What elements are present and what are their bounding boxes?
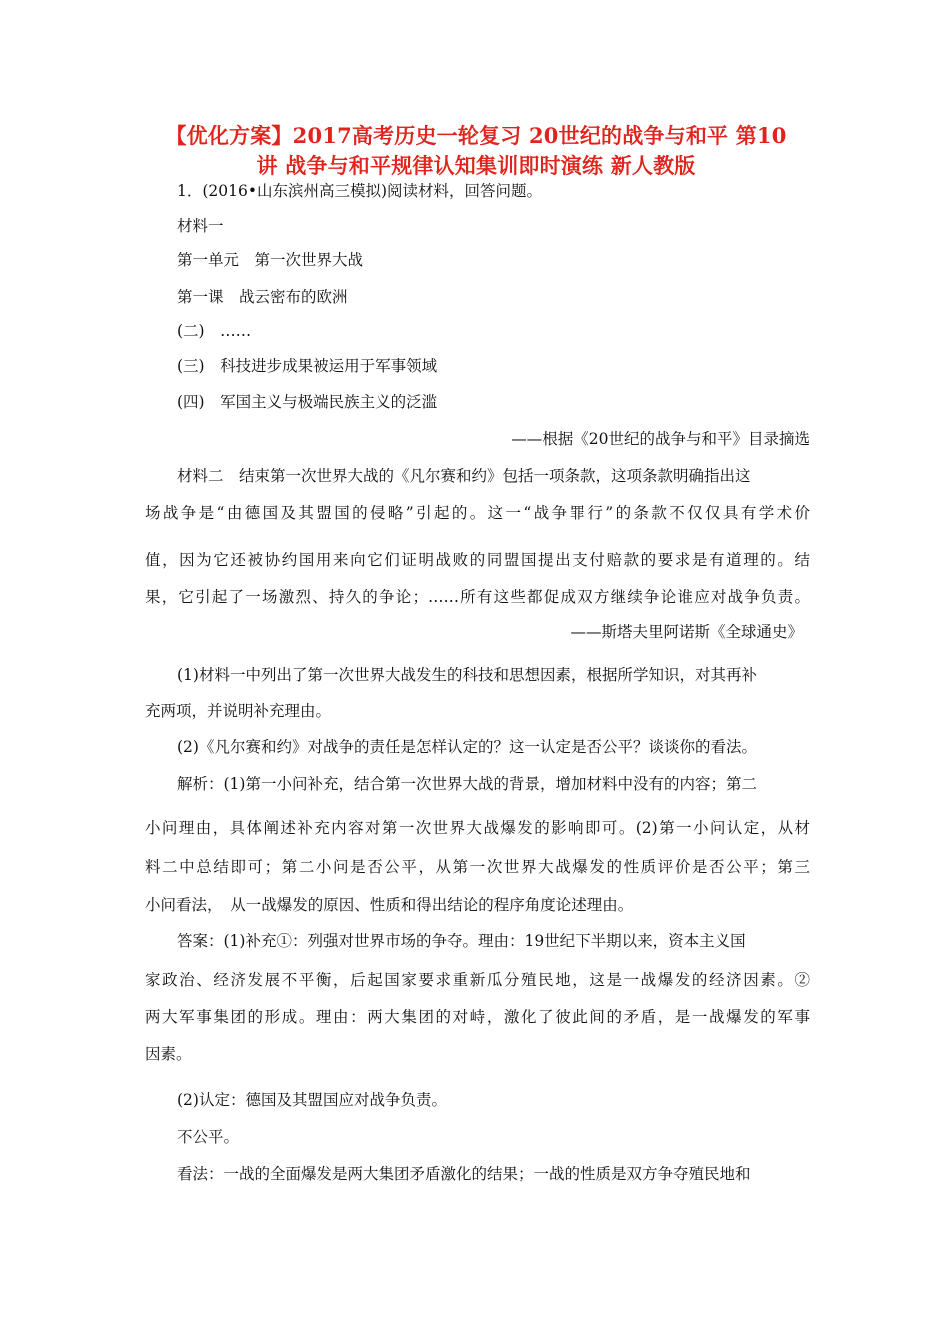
- material2-source: ——斯塔夫里阿诺斯《全球通史》: [570, 623, 803, 641]
- title-line-1: 【优化方案】2017高考历史一轮复习 20世纪的战争与和平 第10: [165, 123, 787, 148]
- title-line-2: 讲 战争与和平规律认知集训即时演练 新人教版: [256, 153, 696, 178]
- question-1: 充两项，并说明补充理由。: [145, 702, 332, 720]
- material1-item: 第一课 战云密布的欧洲: [177, 288, 348, 306]
- material2-line: 材料二 结束第一次世界大战的《凡尔赛和约》包括一项条款，这项条款明确指出这: [177, 467, 751, 485]
- material2-line: 值，因为它还被协约国用来向它们证明战败的同盟国提出支付赔款的要求是有道理的。结: [145, 551, 810, 569]
- answer-line: 因素。: [145, 1045, 192, 1063]
- material1-item: 第一单元 第一次世界大战: [177, 251, 364, 269]
- answer-line: 答案：(1)补充①：列强对世界市场的争夺。理由：19世纪下半期以来，资本主义国: [177, 932, 746, 950]
- question-1: (1)材料一中列出了第一次世界大战发生的科技和思想因素，根据所学知识，对其再补: [177, 666, 757, 684]
- document-title: [120, 121, 832, 181]
- material1-item: (三) 科技进步成果被运用于军事领域: [177, 357, 438, 375]
- material1-item: (四) 军国主义与极端民族主义的泛滥: [177, 393, 438, 411]
- analysis-line: 小问理由，具体阐述补充内容对第一次世界大战爆发的影响即可。(2)第一小问认定，从材: [145, 819, 810, 837]
- question-2: (2)《凡尔赛和约》对战争的责任是怎样认定的？这一认定是否公平？谈谈你的看法。: [177, 738, 757, 756]
- material2-line: 场战争是“由德国及其盟国的侵略”引起的。这一“战争罪行”的条款不仅仅具有学术价: [145, 504, 810, 522]
- answer-line: 不公平。: [177, 1128, 240, 1146]
- material1-item: (二) ……: [177, 322, 252, 340]
- answer-line: 家政治、经济发展不平衡，后起国家要求重新瓜分殖民地，这是一战爆发的经济因素。②: [145, 971, 810, 989]
- question-stem: 1．(2016•山东滨州高三模拟)阅读材料，回答问题。: [177, 182, 543, 200]
- answer-line: (2)认定：德国及其盟国应对战争负责。: [177, 1091, 447, 1109]
- material1-label: 材料一: [177, 217, 224, 235]
- answer-line: 看法：一战的全面爆发是两大集团矛盾激化的结果；一战的性质是双方争夺殖民地和: [177, 1165, 751, 1183]
- analysis-line: 解析：(1)第一小问补充，结合第一次世界大战的背景，增加材料中没有的内容；第二: [177, 775, 757, 793]
- analysis-line: 小问看法， 从一战爆发的原因、性质和得出结论的程序角度论述理由。: [145, 896, 634, 914]
- material1-source: ——根据《20世纪的战争与和平》目录摘选: [511, 430, 810, 448]
- analysis-line: 料二中总结即可；第二小问是否公平，从第一次世界大战爆发的性质评价是否公平；第三: [145, 858, 810, 876]
- material2-line: 果，它引起了一场激烈、持久的争论；……所有这些都促成双方继续争论谁应对战争负责。: [145, 588, 810, 606]
- answer-line: 两大军事集团的形成。理由：两大集团的对峙，激化了彼此间的矛盾，是一战爆发的军事: [145, 1008, 810, 1026]
